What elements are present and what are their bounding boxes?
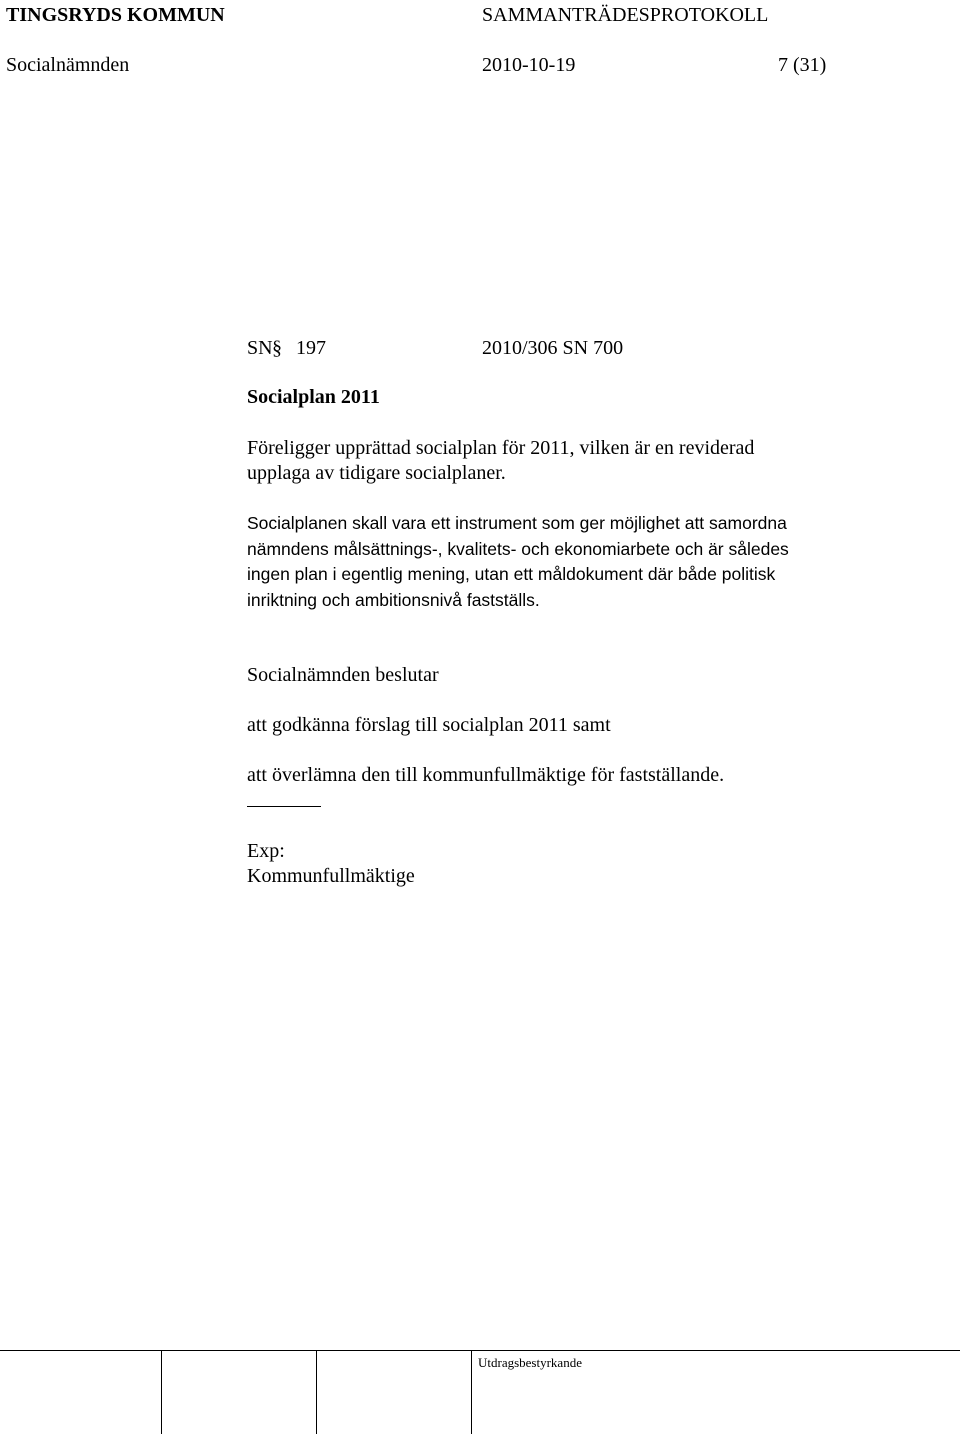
signature-label: Utdragsbestyrkande: [478, 1355, 582, 1370]
committee-name: Socialnämnden: [6, 54, 130, 76]
intro-line: upplaga av tidigare socialplaner.: [247, 462, 506, 484]
document-type: SAMMANTRÄDESPROTOKOLL: [482, 4, 769, 26]
dispatch-label: Exp:: [247, 840, 285, 862]
description-line: ingen plan i egentlig mening, utan ett måldokument där både politisk: [247, 564, 776, 584]
description-paragraph: [247, 511, 947, 613]
section-sign: §: [272, 337, 282, 359]
intro-line: Föreligger upprättad socialplan för 2011, vilken är en reviderad: [247, 437, 755, 459]
page-number: 7 (31): [778, 54, 827, 76]
dispatch-recipient: Kommunfullmäktige: [247, 865, 415, 887]
decision-heading: Socialnämnden beslutar: [247, 664, 439, 686]
paragraph-number: 197: [296, 337, 326, 359]
decision-item: att godkänna förslag till socialplan 2011 samt: [247, 714, 611, 736]
description-line: inriktning och ambitionsnivå fastställs.: [247, 589, 540, 610]
description-line: Socialplanen skall vara ett instrument som ger möjlighet att samordna: [247, 513, 787, 533]
decision-item: att överlämna den till kommunfullmäktige för fastställande.: [247, 764, 725, 786]
signature-cell-divider: [471, 1350, 472, 1434]
paragraph-prefix: SN: [247, 337, 273, 359]
organization-name: TINGSRYDS KOMMUN: [6, 4, 225, 26]
signature-cell-divider: [161, 1350, 162, 1434]
description-line: nämndens målsättnings-, kvalitets- och ekonomiarbete och är således: [247, 538, 789, 559]
meeting-date: 2010-10-19: [482, 54, 576, 76]
decision-divider: [247, 806, 321, 807]
signature-cell-divider: [316, 1350, 317, 1434]
footer-rule: [0, 1350, 960, 1351]
case-reference: 2010/306 SN 700: [482, 337, 624, 359]
paragraph-title: Socialplan 2011: [247, 386, 380, 408]
